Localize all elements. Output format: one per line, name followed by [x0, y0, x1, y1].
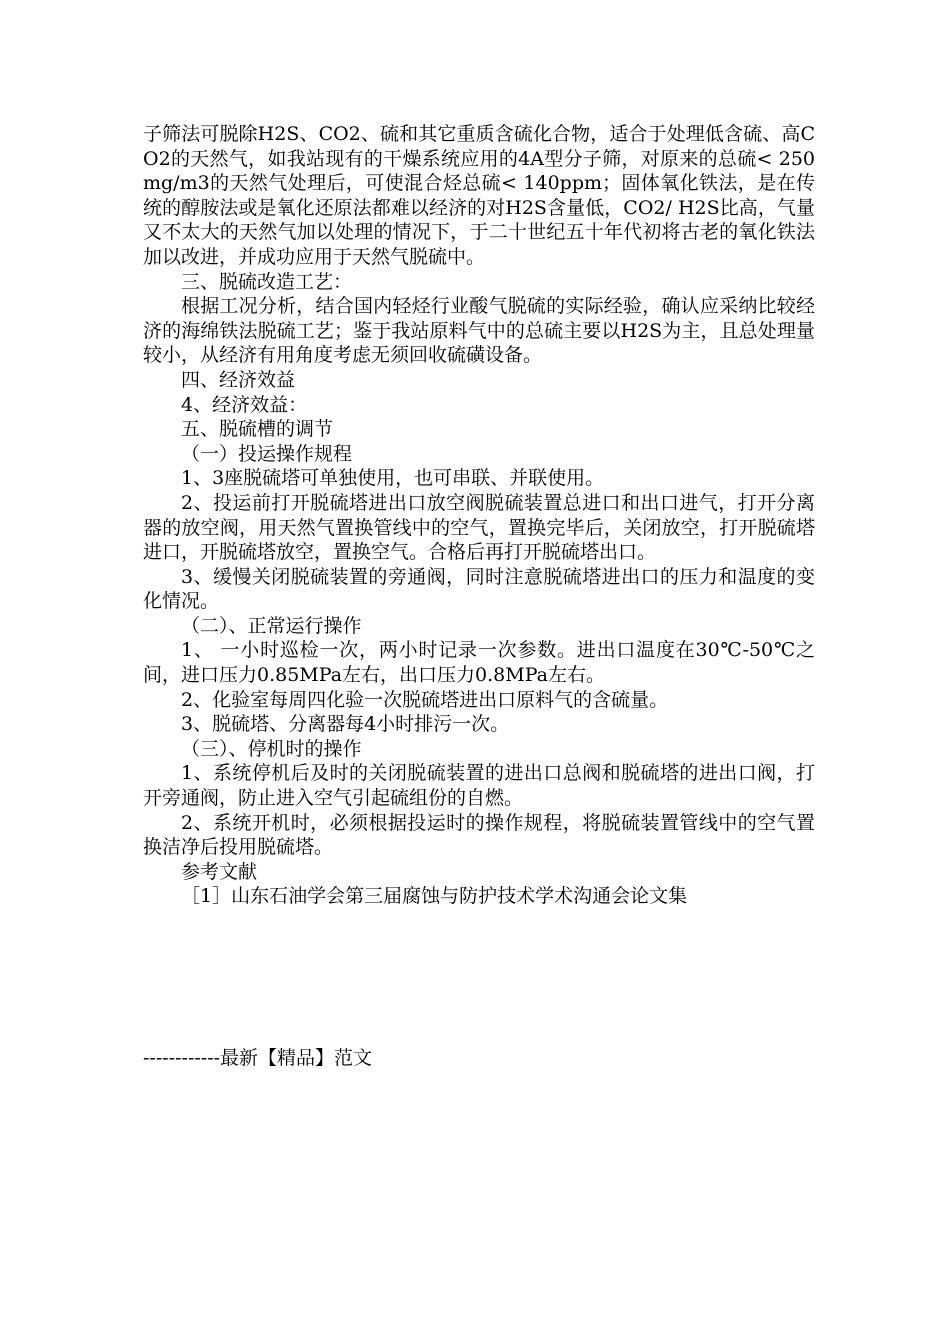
subheading-economic-benefit: 4、经济效益： — [181, 393, 308, 416]
subheading-commissioning: （一）投运操作规程 — [181, 442, 353, 465]
list-item: 3、脱硫塔、分离器每4小时排污一次。 — [181, 713, 510, 736]
document-body — [143, 122, 815, 909]
subheading-normal-operation: （二）、正常运行操作 — [181, 614, 362, 637]
list-item: 1、3座脱硫塔可单独使用，也可串联、并联使用。 — [181, 467, 605, 490]
list-item: 1、系统停机后及时的关闭脱硫装置的进出口总阀和脱硫塔的进出口阀，打开旁通阀，防止进入空气引起硫组份的自燃。 — [143, 762, 815, 810]
paragraph-process-analysis: 根据工况分析，结合国内轻烃行业酸气脱硫的实际经验，确认应采纳比较经济的海绵铁法脱硫工艺；鉴于我站原料气中的总硫主要以H2S为主，且总处理量较小，从经济有用角度考虑无须回收硫磺设备。 — [143, 295, 815, 367]
section-heading-economic-benefit: 四、经济效益 — [181, 368, 296, 391]
section-heading-desulfurization-process: 三、脱硫改造工艺： — [181, 270, 353, 293]
reference-item: ［1］山东石油学会第三届腐蚀与防护技术学术沟通会论文集 — [181, 885, 688, 908]
subheading-shutdown: （三）、停机时的操作 — [181, 737, 362, 760]
list-item: 2、系统开机时，必须根据投运时的操作规程，将脱硫装置管线中的空气置换洁净后投用脱硫塔。 — [143, 811, 815, 859]
page-footer: ------------最新【精品】范文 — [143, 1047, 373, 1069]
references-heading: 参考文献 — [181, 860, 258, 883]
list-item: 2、投运前打开脱硫塔进出口放空阀脱硫装置总进口和出口进气，打开分离器的放空阀，用天然气置换管线中的空气，置换完毕后，关闭放空，打开脱硫塔进口，开脱硫塔放空，置换空气。合格后再打开脱硫塔出口。 — [143, 491, 815, 564]
list-item: 3、缓慢关闭脱硫装置的旁通阀，同时注意脱硫塔进出口的压力和温度的变化情况。 — [143, 565, 815, 613]
list-item: 1、 一小时巡检一次，两小时记录一次参数。进出口温度在30℃-50℃之间，进口压力0.85MPa左右，出口压力0.8MPa左右。 — [143, 639, 815, 687]
section-heading-tank-adjustment: 五、脱硫槽的调节 — [181, 418, 334, 441]
paragraph-continuation: 子筛法可脱除H2S、CO2、硫和其它重质含硫化合物，适合于处理低含硫、高CO2的天然气，如我站现有的干燥系统应用的4A型分子筛，对原来的总硫< 250mg/m3的天然气处理后，可使混合烃总硫< 140ppm；固体氧化铁法，是在传统的醇胺法或是氧化还原法都难以经济的对H2S含量低，CO2/ H2S比高，气量又不太大的天然气加以处理的情况下，于二十世纪五十年代初将古老的氧化铁法加以改进，并成功应用于天然气脱硫中。 — [143, 123, 815, 268]
list-item: 2、化验室每周四化验一次脱硫塔进出口原料气的含硫量。 — [181, 688, 669, 711]
